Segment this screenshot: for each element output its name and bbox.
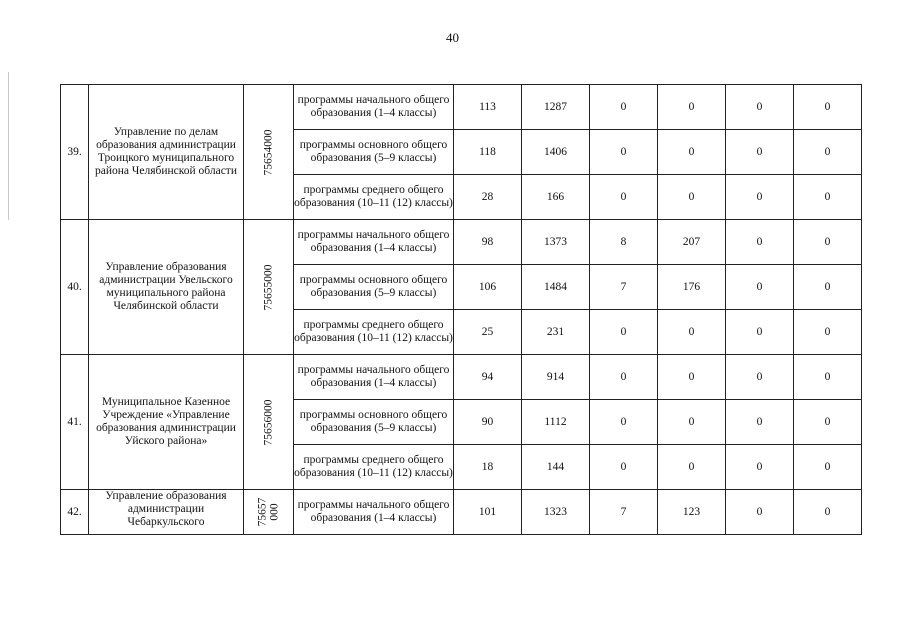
value-cell: 0 <box>726 220 794 265</box>
value-cell: 1373 <box>522 220 590 265</box>
row-number: 39. <box>61 85 89 220</box>
program-name: программы основного общего образования (5–9 классы) <box>294 265 454 310</box>
value-cell: 0 <box>726 355 794 400</box>
oktmo-code-text: 75655000 <box>262 264 274 310</box>
program-name: программы среднего общего образования (10–11 (12) классы) <box>294 310 454 355</box>
program-name: программы начального общего образования (1–4 классы) <box>294 220 454 265</box>
value-cell: 0 <box>726 400 794 445</box>
value-cell: 0 <box>794 355 862 400</box>
value-cell: 0 <box>794 400 862 445</box>
value-cell: 0 <box>658 310 726 355</box>
value-cell: 0 <box>794 85 862 130</box>
organization-name: Муниципальное Казенное Учреждение «Управление образования администрации Уйского района» <box>89 355 244 490</box>
value-cell: 0 <box>590 310 658 355</box>
program-name: программы начального общего образования (1–4 классы) <box>294 490 454 535</box>
table-row <box>61 220 862 265</box>
value-cell: 7 <box>590 490 658 535</box>
value-cell: 0 <box>794 310 862 355</box>
value-cell: 1323 <box>522 490 590 535</box>
value-cell: 1484 <box>522 265 590 310</box>
margin-rule <box>8 72 9 220</box>
value-cell: 0 <box>794 445 862 490</box>
value-cell: 28 <box>454 175 522 220</box>
value-cell: 144 <box>522 445 590 490</box>
value-cell: 0 <box>794 490 862 535</box>
value-cell: 106 <box>454 265 522 310</box>
row-number: 42. <box>61 490 89 535</box>
oktmo-code <box>244 490 294 535</box>
organization-name-text: Управление образования администрации Чебаркульского <box>105 490 227 528</box>
value-cell: 0 <box>794 220 862 265</box>
organization-name: Управление по делам образования администрации Троицкого муниципального района Челябинской области <box>89 85 244 220</box>
value-cell: 0 <box>658 445 726 490</box>
value-cell: 0 <box>658 130 726 175</box>
table-row <box>61 490 862 535</box>
value-cell: 0 <box>590 130 658 175</box>
value-cell: 0 <box>590 355 658 400</box>
value-cell: 1112 <box>522 400 590 445</box>
row-number: 41. <box>61 355 89 490</box>
value-cell: 0 <box>590 400 658 445</box>
value-cell: 1406 <box>522 130 590 175</box>
program-name: программы среднего общего образования (10–11 (12) классы) <box>294 445 454 490</box>
value-cell: 0 <box>658 175 726 220</box>
value-cell: 0 <box>726 445 794 490</box>
value-cell: 0 <box>658 355 726 400</box>
row-number: 40. <box>61 220 89 355</box>
value-cell: 94 <box>454 355 522 400</box>
value-cell: 176 <box>658 265 726 310</box>
table-row <box>61 355 862 400</box>
value-cell: 0 <box>590 175 658 220</box>
value-cell: 0 <box>726 490 794 535</box>
value-cell: 0 <box>590 445 658 490</box>
value-cell: 0 <box>658 85 726 130</box>
value-cell: 0 <box>726 310 794 355</box>
value-cell: 0 <box>658 400 726 445</box>
value-cell: 118 <box>454 130 522 175</box>
value-cell: 231 <box>522 310 590 355</box>
value-cell: 0 <box>726 175 794 220</box>
value-cell: 0 <box>794 130 862 175</box>
value-cell: 0 <box>590 85 658 130</box>
organization-name: Управление образования администрации Увельского муниципального района Челябинской области <box>89 220 244 355</box>
oktmo-code <box>244 85 294 220</box>
value-cell: 113 <box>454 85 522 130</box>
page-number: 40 <box>446 30 459 45</box>
organization-name <box>89 490 244 535</box>
value-cell: 0 <box>794 265 862 310</box>
value-cell: 18 <box>454 445 522 490</box>
value-cell: 7 <box>590 265 658 310</box>
value-cell: 25 <box>454 310 522 355</box>
value-cell: 0 <box>794 175 862 220</box>
value-cell: 914 <box>522 355 590 400</box>
value-cell: 0 <box>726 130 794 175</box>
value-cell: 8 <box>590 220 658 265</box>
value-cell: 90 <box>454 400 522 445</box>
value-cell: 123 <box>658 490 726 535</box>
value-cell: 98 <box>454 220 522 265</box>
education-table <box>60 84 862 535</box>
value-cell: 207 <box>658 220 726 265</box>
program-name: программы основного общего образования (5–9 классы) <box>294 130 454 175</box>
oktmo-code <box>244 220 294 355</box>
program-name: программы начального общего образования (1–4 классы) <box>294 355 454 400</box>
oktmo-code-text: 75656000 <box>262 399 274 445</box>
value-cell: 0 <box>726 265 794 310</box>
table-row <box>61 85 862 130</box>
value-cell: 1287 <box>522 85 590 130</box>
value-cell: 101 <box>454 490 522 535</box>
oktmo-code <box>244 355 294 490</box>
value-cell: 0 <box>726 85 794 130</box>
oktmo-code-text: 75654000 <box>262 129 274 175</box>
oktmo-code-text: 75657 000 <box>256 497 281 526</box>
value-cell: 166 <box>522 175 590 220</box>
program-name: программы среднего общего образования (10–11 (12) классы) <box>294 175 454 220</box>
program-name: программы основного общего образования (5–9 классы) <box>294 400 454 445</box>
program-name: программы начального общего образования (1–4 классы) <box>294 85 454 130</box>
